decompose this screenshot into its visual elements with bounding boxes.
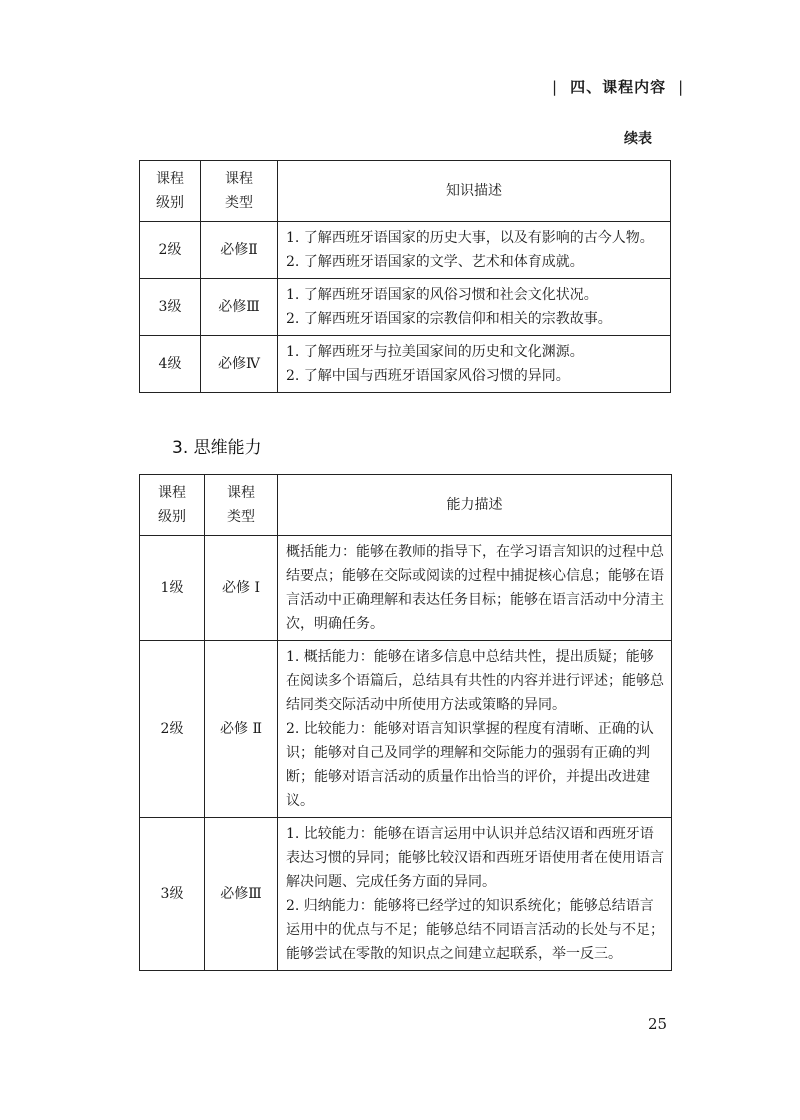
type-cell: 必修Ⅲ [201,279,278,336]
level-cell: 2级 [140,641,205,818]
header-level-line: 课程 [156,171,184,187]
description-item: 1. 了解西班牙与拉美国家间的历史和文化渊源。 [286,344,584,360]
header-type-line: 类型 [225,195,253,211]
level-cell: 3级 [140,818,205,971]
knowledge-table [139,160,671,393]
header-level-line: 级别 [158,509,186,525]
header-type [205,475,278,536]
table-row [140,222,671,279]
description-item: 2. 了解西班牙语国家的宗教信仰和相关的宗教故事。 [286,311,612,327]
running-head-title: 四、课程内容 [570,78,667,96]
description-item: 2. 了解中国与西班牙语国家风俗习惯的异同。 [286,368,570,384]
description-item: 1. 了解西班牙语国家的历史大事，以及有影响的古今人物。 [286,230,654,246]
type-cell: 必修 Ⅰ [205,536,278,641]
ability-table [139,474,672,971]
table-header-row [140,161,671,222]
description-cell [278,279,671,336]
header-type-line: 类型 [227,509,255,525]
header-description: 知识描述 [278,161,671,222]
description-cell [278,641,672,818]
running-head [540,76,696,97]
header-level-line: 课程 [158,485,186,501]
description-item: 2. 比较能力：能够对语言知识掌握的程度有清晰、正确的认识；能够对自己及同学的理解和交际能力的强弱有正确的判断；能够对语言活动的质量作出恰当的评价，并提出改进建议。 [286,721,654,809]
type-cell: 必修Ⅳ [201,336,278,393]
table-row [140,818,672,971]
running-head-left-bar: | [552,78,559,96]
description-item: 概括能力：能够在教师的指导下，在学习语言知识的过程中总结要点；能够在交际或阅读的过程中捕捉核心信息；能够在语言活动中正确理解和表达任务目标；能够在语言活动中分清主次，明确任务。 [286,544,664,632]
header-type-line: 课程 [225,171,253,187]
description-cell [278,336,671,393]
level-cell: 2级 [140,222,201,279]
header-level-line: 级别 [156,195,184,211]
page-number: 25 [648,1015,668,1033]
description-item: 1. 了解西班牙语国家的风俗习惯和社会文化状况。 [286,287,598,303]
continued-label: 续表 [624,131,652,147]
table-row [140,641,672,818]
header-type [201,161,278,222]
section-title: 3. 思维能力 [172,438,262,458]
table-header-row [140,475,672,536]
description-cell [278,222,671,279]
description-cell [278,818,672,971]
level-cell: 1级 [140,536,205,641]
header-type-line: 课程 [227,485,255,501]
description-item: 2. 了解西班牙语国家的文学、艺术和体育成就。 [286,254,584,270]
type-cell: 必修 Ⅱ [205,641,278,818]
header-level [140,475,205,536]
level-cell: 4级 [140,336,201,393]
running-head-right-bar: | [678,78,685,96]
table-row [140,279,671,336]
description-item: 2. 归纳能力：能够将已经学过的知识系统化；能够总结语言运用中的优点与不足；能够总结不同语言活动的长处与不足；能够尝试在零散的知识点之间建立起联系，举一反三。 [286,898,664,962]
level-cell: 3级 [140,279,201,336]
header-level [140,161,201,222]
description-item: 1. 概括能力：能够在诸多信息中总结共性，提出质疑；能够在阅读多个语篇后，总结具有共性的内容并进行评述；能够总结同类交际活动中所使用方法或策略的异同。 [286,649,664,713]
description-cell [278,536,672,641]
type-cell: 必修Ⅱ [201,222,278,279]
header-description: 能力描述 [278,475,672,536]
table-row [140,536,672,641]
table-row [140,336,671,393]
description-item: 1. 比较能力：能够在语言运用中认识并总结汉语和西班牙语表达习惯的异同；能够比较汉语和西班牙语使用者在使用语言解决问题、完成任务方面的异同。 [286,826,664,890]
type-cell: 必修Ⅲ [205,818,278,971]
